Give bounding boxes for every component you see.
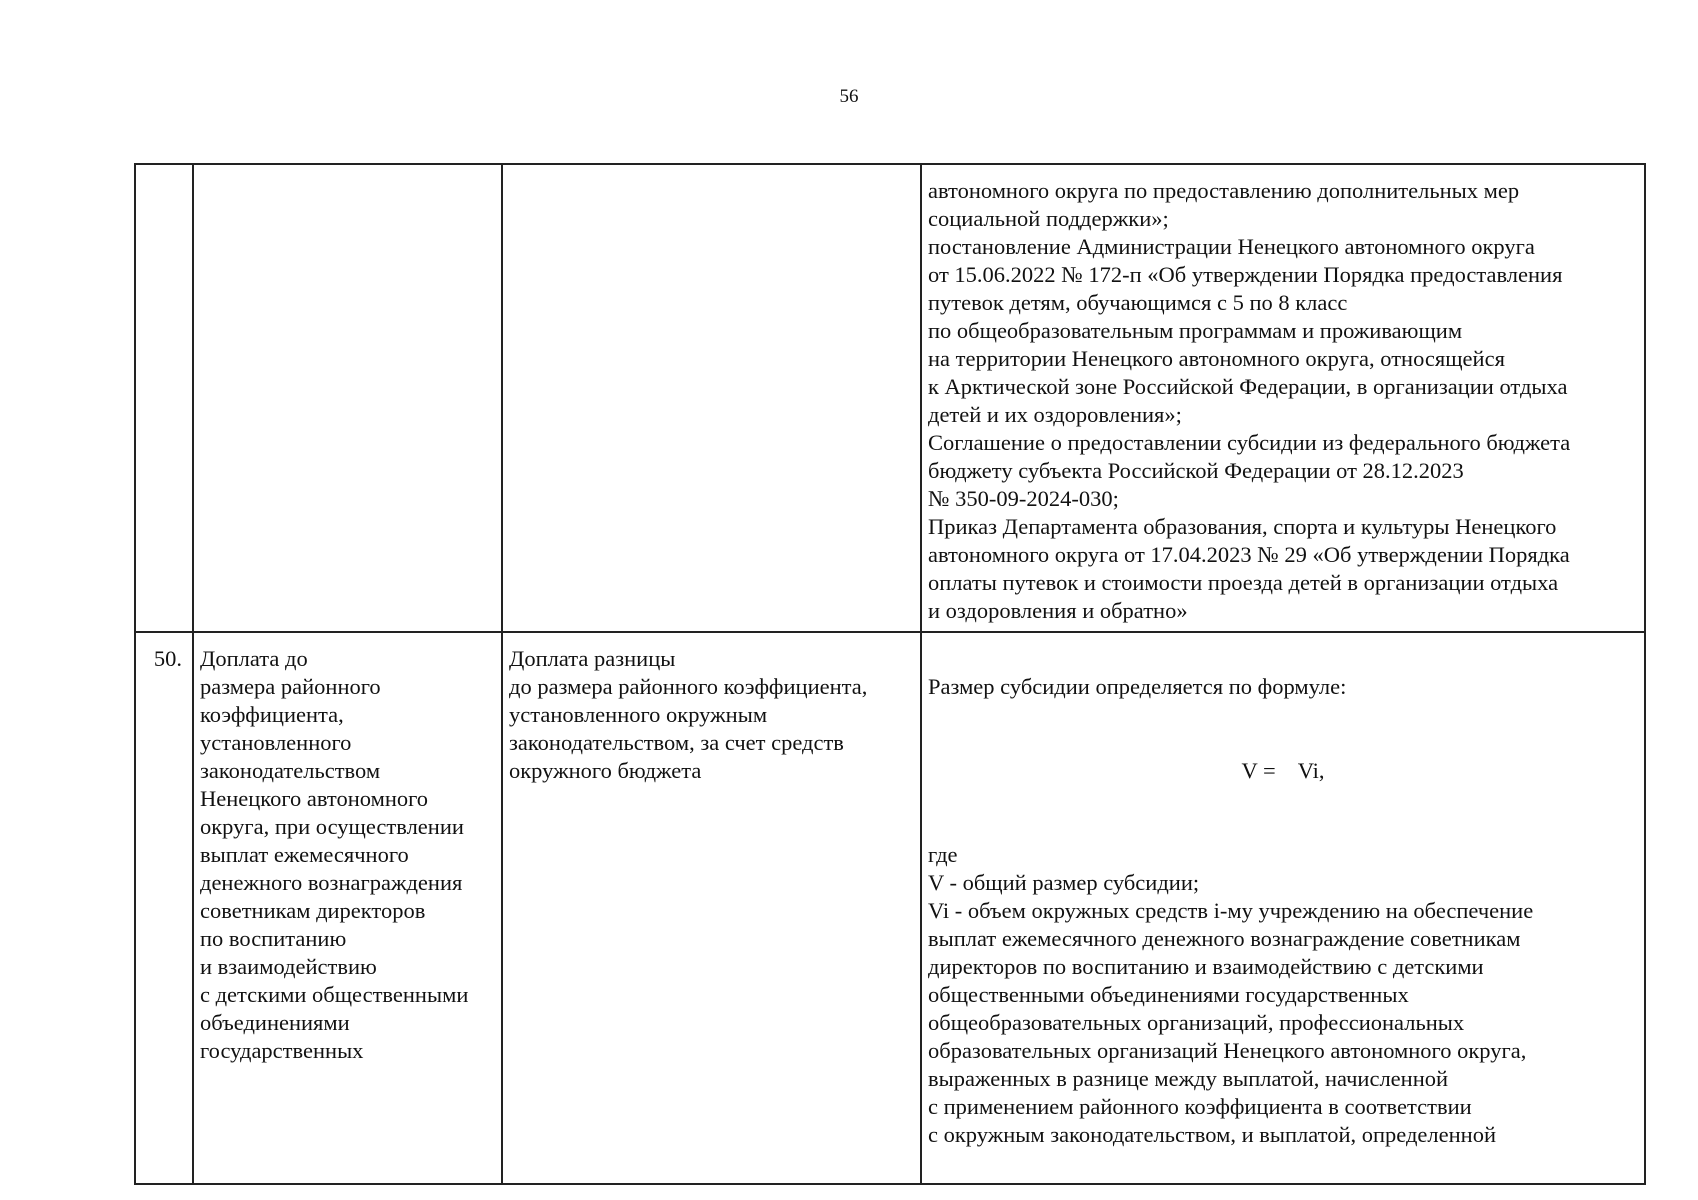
formula-explanation: где V - общий размер субсидии; Vi - объем окружных средств i-му учреждению на обеспечение выплат ежемесячного денежного вознаграждение советникам директоров по воспитанию и взаимодействию с детскими общественными объединениями государственных общеобразовательных организаций, профессиональных образовательных организаций Ненецкого автономного округа, выраженных в разнице между выплатой, начисленной с применением районного коэффициента в соответствии с окружным законодательством, и выплатой, определенной bbox=[928, 842, 1534, 1147]
measure-name-cell: Доплата до размера районного коэффициента, установленного законодательством Ненецкого автономного округа, при осуществлении выплат ежемесячного денежного вознаграждения советникам директоров по воспитанию и взаимодействию с детскими общественными объединениями государственных bbox=[193, 632, 502, 1184]
formula-intro: Размер субсидии определяется по формуле: bbox=[928, 674, 1347, 699]
row-number-cell bbox=[135, 164, 193, 632]
calculation-method-cell bbox=[921, 632, 1645, 1184]
measure-description-cell bbox=[502, 164, 921, 632]
measure-name-cell bbox=[193, 164, 502, 632]
row-number-cell: 50. bbox=[135, 632, 193, 1184]
table-row-50 bbox=[135, 632, 1645, 1184]
legal-basis-cell: автономного округа по предоставлению дополнительных мер социальной поддержки»; постановление Администрации Ненецкого автономного округа от 15.06.2022 № 172-п «Об утверждении Порядка предоставления путевок детям, обучающимся с 5 по 8 класс по общеобразовательным программам и проживающим на территории Ненецкого автономного округа, относящейся к Арктической зоне Российской Федерации, в организации отдыха детей и их оздоровления»; Соглашение о предоставлении субсидии из федерального бюджета бюджету субъекта Российской Федерации от 28.12.2023 № 350-09-2024-030; Приказ Департамента образования, спорта и культуры Ненецкого автономного округа от 17.04.2023 № 29 «Об утверждении Порядка оплаты путевок и стоимости проезда детей в организации отдыха и оздоровления и обратно» bbox=[921, 164, 1645, 632]
measure-description-cell: Доплата разницы до размера районного коэффициента, установленного окружным законодательством, за счет средств окружного бюджета bbox=[502, 632, 921, 1184]
page-number: 56 bbox=[839, 86, 859, 107]
formula: V = Vi, bbox=[1241, 758, 1325, 783]
document-table bbox=[134, 163, 1646, 1185]
table-row-continued bbox=[135, 164, 1645, 632]
